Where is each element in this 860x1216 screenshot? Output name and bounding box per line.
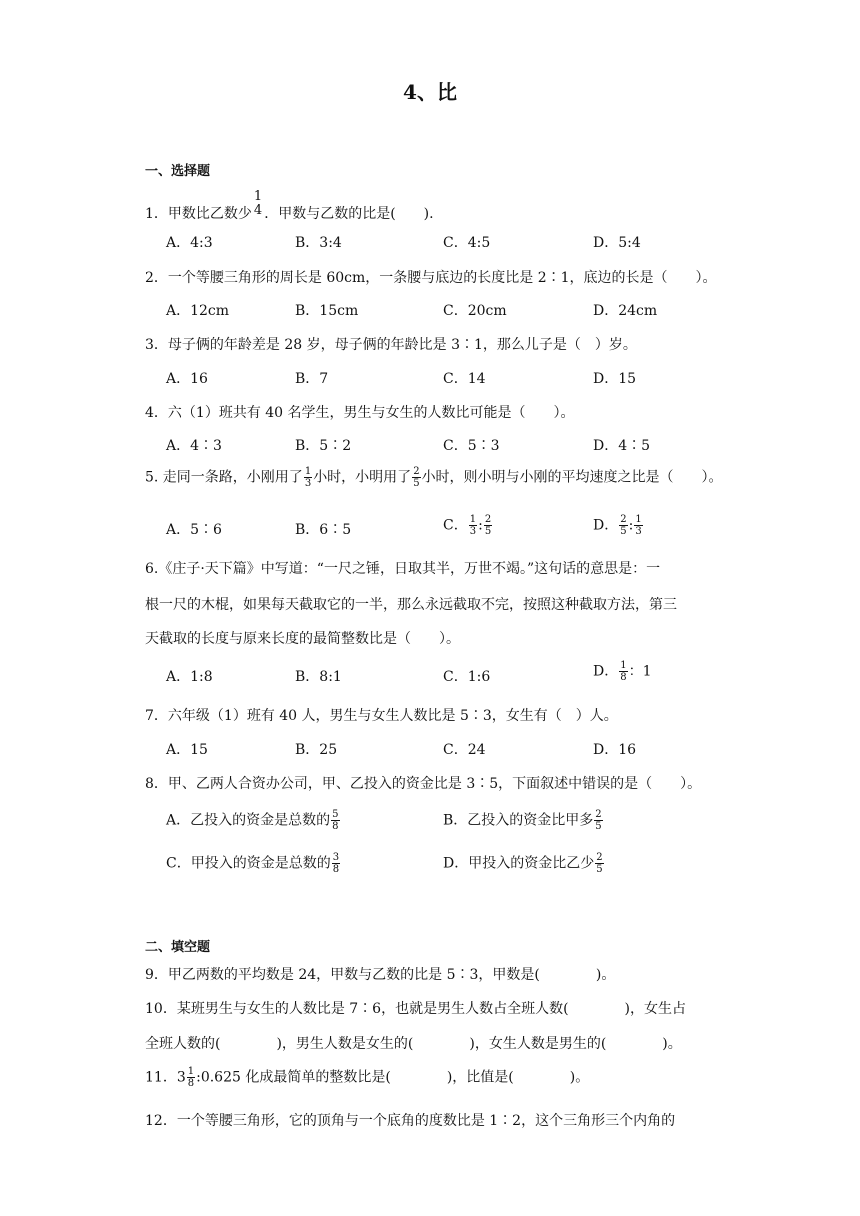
question-5-text-mid: 小时，小明用了 [313, 469, 412, 486]
section-heading-fill: 二、填空题 [145, 940, 211, 955]
option-c[interactable]: C．14 [443, 371, 486, 387]
question-11: 11．3 $\frac{1}{8}$ :0.625 化成最简单的整数比是( )，比值是( )。 [145, 1066, 590, 1089]
option-b[interactable]: B．7 [295, 371, 329, 387]
question-6-line-3: 天截取的长度与原来长度的最简整数比是（ ）。 [145, 631, 460, 647]
option-a[interactable]: A．12cm [166, 303, 230, 319]
question-9: 9．甲乙两数的平均数是 24，甲数与乙数的比是 5∶3，甲数是( )。 [145, 967, 616, 983]
fraction: $\frac{1}{3}$ [469, 514, 477, 537]
option-d[interactable]: D．甲投入的资金比乙少 $\frac{2}{5}$ [443, 852, 603, 875]
section-heading-choice: 一、选择题 [145, 164, 211, 179]
option-a[interactable]: A．16 [166, 371, 208, 387]
question-10-line-1: 10．某班男生与女生的人数比是 7∶6，也就是男生人数占全班人数( )，女生占 [145, 1001, 687, 1017]
fraction: $\frac{3}{8}$ [332, 852, 340, 875]
option-c[interactable]: C．5∶3 [443, 438, 500, 454]
option-b[interactable]: B．乙投入的资金比甲多 $\frac{2}{5}$ [443, 809, 602, 832]
question-6-line-2: 根一尺的木棍，如果每天截取它的一半，那么永远截取不完，按照这种截取方法，第三 [145, 597, 677, 613]
question-5-text: 5. 走同一条路，小刚用了 [145, 469, 303, 486]
fraction: $\frac{2}{5}$ [413, 466, 420, 489]
option-c[interactable]: C．1:6 [443, 669, 491, 685]
option-c[interactable]: C．4:5 [443, 235, 491, 251]
fraction: $\frac{2}{5}$ [484, 514, 492, 537]
fraction: 1 4 [253, 189, 263, 218]
page-title: 4、比 [403, 80, 457, 104]
question-1-text: 1．甲数比乙数少 [145, 206, 252, 222]
option-b[interactable]: B．8:1 [295, 669, 342, 685]
option-d[interactable]: D．4∶5 [593, 438, 651, 454]
question-5 [145, 466, 723, 489]
option-d[interactable]: D．15 [593, 371, 637, 387]
option-a[interactable]: A．5∶6 [166, 522, 222, 538]
question-10-line-2: 全班人数的( )，男生人数是女生的( )，女生人数是男生的( )。 [145, 1036, 682, 1052]
question-1 [145, 189, 434, 228]
question-7: 7．六年级（1）班有 40 人，男生与女生人数比是 5∶3，女生有（ ）人。 [145, 708, 618, 724]
fraction: $\frac{2}{5}$ [595, 809, 602, 832]
option-c[interactable]: C．24 [443, 742, 486, 758]
option-b[interactable]: B．5∶2 [295, 438, 352, 454]
option-c[interactable]: C．20cm [443, 303, 507, 319]
option-d[interactable]: D．5:4 [593, 235, 641, 251]
option-b[interactable]: B．15cm [295, 303, 359, 319]
option-a[interactable]: A．15 [166, 742, 208, 758]
fraction: $\frac{1}{8}$ [187, 1066, 195, 1089]
option-a[interactable]: A．1:8 [166, 669, 213, 685]
fraction: $\frac{2}{5}$ [620, 514, 627, 537]
fraction: $\frac{1}{3}$ [635, 514, 642, 537]
fraction: $\frac{5}{8}$ [332, 809, 339, 832]
option-d[interactable]: D． $\frac{1}{8}$ ：1 [593, 660, 652, 683]
question-3: 3．母子俩的年龄差是 28 岁，母子俩的年龄比是 3∶1，那么儿子是（ ）岁。 [145, 337, 637, 353]
option-b[interactable]: B．3:4 [295, 235, 342, 251]
option-a[interactable]: A．乙投入的资金是总数的 $\frac{5}{8}$ [166, 809, 339, 832]
option-b[interactable]: B．25 [295, 742, 338, 758]
option-c[interactable]: C． $\frac{1}{3}$ : $\frac{2}{5}$ [443, 514, 492, 537]
question-2: 2．一个等腰三角形的周长是 60cm，一条腰与底边的长度比是 2∶1，底边的长是（ ）。 [145, 270, 717, 286]
option-d[interactable]: D．24cm [593, 303, 658, 319]
fraction: $\frac{1}{8}$ [620, 660, 627, 683]
question-8: 8．甲、乙两人合资办公司，甲、乙投入的资金比是 3∶5，下面叙述中错误的是（ ）。 [145, 776, 702, 792]
fraction: $\frac{2}{5}$ [596, 852, 603, 875]
question-12: 12．一个等腰三角形，它的顶角与一个底角的度数比是 1∶2，这个三角形三个内角的 [145, 1113, 676, 1129]
fraction: $\frac{1}{3}$ [304, 466, 312, 489]
question-5-text-end: 小时，则小明与小刚的平均速度之比是（ ）。 [421, 469, 723, 486]
option-c[interactable]: C．甲投入的资金是总数的 $\frac{3}{8}$ [166, 852, 340, 875]
option-b[interactable]: B．6∶5 [295, 522, 352, 538]
option-a[interactable]: A．4∶3 [166, 438, 222, 454]
question-6-line-1: 6.《庄子·天下篇》中写道：“一尺之锤，日取其半，万世不竭。”这句话的意思是：一 [145, 561, 661, 577]
option-d[interactable]: D．16 [593, 742, 637, 758]
question-1-text-end: ．甲数与乙数的比是( ). [264, 206, 434, 222]
question-4: 4．六（1）班共有 40 名学生，男生与女生的人数比可能是（ ）。 [145, 405, 575, 421]
option-d[interactable]: D． $\frac{2}{5}$ : $\frac{1}{3}$ [593, 514, 642, 537]
option-a[interactable]: A．4:3 [166, 235, 213, 251]
